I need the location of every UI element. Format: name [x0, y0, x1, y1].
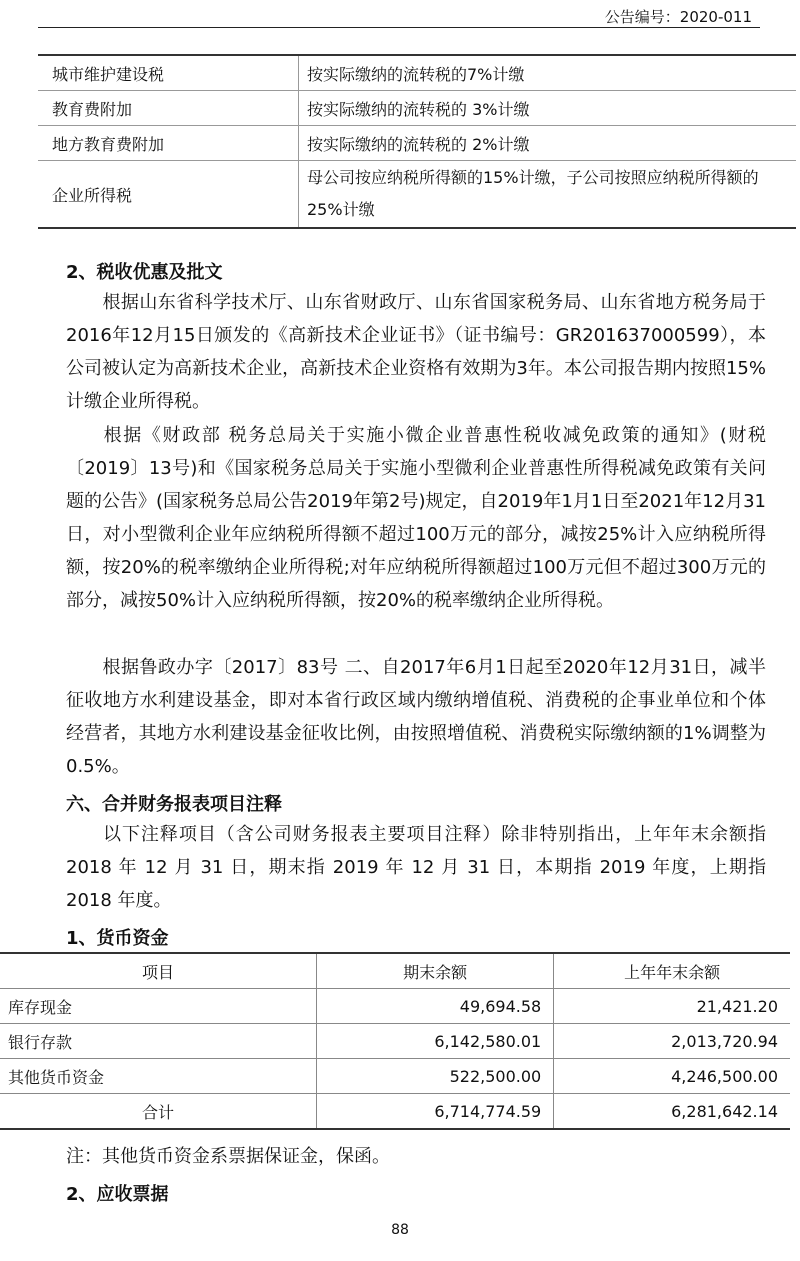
- announcement-number: 公告编号：2020-011: [604, 8, 752, 26]
- table-row: [0, 1024, 790, 1059]
- paragraph-water-fund: [66, 651, 766, 783]
- cash-item: 其他货币资金: [0, 1059, 317, 1094]
- paragraph-small-enterprise: [66, 419, 766, 617]
- paragraph-text: 以下注释项目（含公司财务报表主要项目注释）除非特别指出，上年年末余额指 2018 年 12 月 31 日，期末指 2019 年 12 月 31 日，本期指 2019 年度，上期指 2018 年度。: [66, 824, 766, 911]
- table-row: [0, 1059, 790, 1094]
- cash-item: 银行存款: [0, 1024, 317, 1059]
- paragraph-notes-intro: [66, 818, 766, 917]
- page-number: 88: [391, 1222, 409, 1238]
- cash-item: 库存现金: [0, 989, 317, 1024]
- header-rule: [38, 27, 760, 28]
- note-text: 注：其他货币资金系票据保证金，保函。: [66, 1146, 390, 1167]
- cash-end-value: 522,500.00: [317, 1059, 554, 1094]
- tax-basis: 母公司按应纳税所得额的15%计缴，子公司按照应纳税所得额的25%计缴: [299, 161, 797, 229]
- cash-prev-value: 2,013,720.94: [554, 1024, 790, 1059]
- section-heading-notes: 六、合并财务报表项目注释: [66, 794, 282, 815]
- table-total-row: [0, 1094, 790, 1130]
- tax-basis: 按实际缴纳的流转税的 3%计缴: [299, 91, 797, 126]
- section-heading-tax-incentives: 2、税收优惠及批文: [66, 262, 223, 283]
- tax-name: 城市维护建设税: [38, 55, 299, 91]
- cash-total-label: 合计: [0, 1094, 317, 1130]
- cash-note: [66, 1140, 766, 1173]
- cash-end-value: 49,694.58: [317, 989, 554, 1024]
- section-heading-cash: 1、货币资金: [66, 928, 169, 949]
- tax-name: 地方教育费附加: [38, 126, 299, 161]
- tax-name: 教育费附加: [38, 91, 299, 126]
- section-heading-notes-receivable: 2、应收票据: [66, 1184, 169, 1205]
- column-header-prev: 上年年末余额: [554, 953, 790, 989]
- paragraph-text: 根据山东省科学技术厅、山东省财政厅、山东省国家税务局、山东省地方税务局于2016年12月15日颁发的《高新技术企业证书》（证书编号：GR201637000599），本公司被认定为高新技术企业，高新技术企业资格有效期为3年。本公司报告期内按照15%计缴企业所得税。: [66, 292, 766, 412]
- tax-basis: 按实际缴纳的流转税的7%计缴: [299, 55, 797, 91]
- paragraph-high-tech: [66, 286, 766, 418]
- cash-prev-value: 21,421.20: [554, 989, 790, 1024]
- tax-name: 企业所得税: [38, 161, 299, 229]
- cash-prev-value: 4,246,500.00: [554, 1059, 790, 1094]
- tax-basis: 按实际缴纳的流转税的 2%计缴: [299, 126, 797, 161]
- paragraph-text: 根据鲁政办字〔2017〕83号 二、自2017年6月1日起至2020年12月31日，减半征收地方水利建设基金，即对本省行政区域内缴纳增值税、消费税的企事业单位和个体经营者，其地方水利建设基金征收比例，由按照增值税、消费税实际缴纳额的1%调整为0.5%。: [66, 657, 766, 777]
- cash-total-prev: 6,281,642.14: [554, 1094, 790, 1130]
- table-row: [38, 161, 796, 229]
- table-row: [38, 55, 796, 91]
- cash-end-value: 6,142,580.01: [317, 1024, 554, 1059]
- table-row: [38, 126, 796, 161]
- table-row: [0, 989, 790, 1024]
- cash-table: [0, 952, 790, 1130]
- column-header-item: 项目: [0, 953, 317, 989]
- paragraph-text: 根据《财政部 税务总局关于实施小微企业普惠性税收减免政策的通知》(财税〔2019〕13号)和《国家税务总局关于实施小型微利企业普惠性所得税减免政策有关问题的公告》(国家税务总局公告2019年第2号)规定，自2019年1月1日至2021年12月31日，对小型微利企业年应纳税所得额不超过100万元的部分，减按25%计入应纳税所得额，按20%的税率缴纳企业所得税;对年应纳税所得额超过100万元但不超过300万元的部分，减按50%计入应纳税所得额，按20%的税率缴纳企业所得税。: [66, 425, 766, 611]
- table-header-row: [0, 953, 790, 989]
- column-header-end: 期末余额: [317, 953, 554, 989]
- tax-rate-table: [38, 54, 796, 229]
- cash-total-end: 6,714,774.59: [317, 1094, 554, 1130]
- table-row: [38, 91, 796, 126]
